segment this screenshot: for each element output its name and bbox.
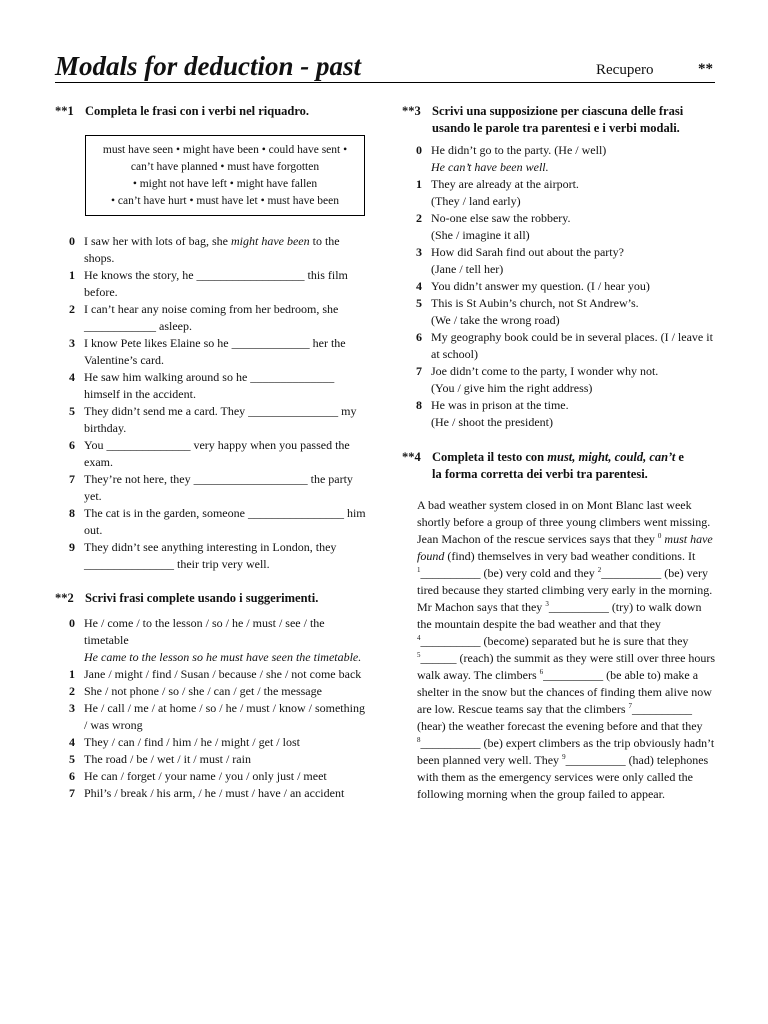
exercise-4-heading [402, 449, 718, 483]
word-box-line: must have seen • might have been • could have sent • [102, 144, 348, 156]
page-header [55, 50, 715, 83]
item-number: 1 [416, 177, 422, 191]
story-text: __________ (become) separated but he is sure that they [420, 634, 689, 648]
example-answer: He can’t have been well. [431, 160, 549, 174]
exercise-1-number: **1 [55, 104, 74, 118]
list-item [55, 539, 367, 573]
item-number: 1 [69, 667, 75, 681]
list-item [402, 329, 718, 363]
list-item [55, 505, 367, 539]
story-text: A bad weather system closed in on Mont Blanc last week shortly before a group of three young climbers went missing. Jean Machon of the rescue services says that they [417, 498, 711, 546]
gap-fill-text [402, 497, 718, 803]
list-item [55, 233, 367, 267]
item-text: He was in prison at the time. [431, 398, 569, 412]
list-item [55, 267, 367, 301]
list-item [55, 683, 367, 700]
story-text: __________ (had) telephones with them as the emergency services were only called the following morning when the group failed to appear. [417, 753, 709, 801]
item-number: 3 [69, 336, 75, 350]
list-item [55, 301, 367, 335]
exercise-3-instruction: Scrivi una supposizione per ciascuna delle frasi usando le parole tra parentesi e i verbi modali. [432, 104, 684, 135]
item-text: Joe didn’t come to the party, I wonder why not. [431, 364, 659, 378]
item-number: 8 [416, 398, 422, 412]
item-text: You ______________ very happy when you passed the exam. [84, 438, 350, 469]
story-text: Mr Machon says that they [417, 600, 546, 614]
gap-number: 0 [657, 532, 662, 540]
item-number: 2 [69, 302, 75, 316]
example-answer: He came to the lesson so he must have seen the timetable. [84, 650, 362, 664]
item-hint: (You / give him the right address) [431, 381, 593, 395]
difficulty-stars: ** [698, 61, 713, 77]
item-text: No-one else saw the robbery. [431, 211, 571, 225]
item-text: He can / forget / your name / you / only just / meet [84, 769, 327, 783]
exercise-1-instruction: Completa le frasi con i verbi nel riquadro. [85, 104, 310, 118]
list-item [55, 369, 367, 403]
exercise-1-list [55, 233, 367, 573]
item-text: The road / be / wet / it / must / rain [84, 752, 251, 766]
item-number: 6 [69, 769, 75, 783]
list-item [55, 615, 367, 666]
list-item [55, 471, 367, 505]
item-number: 2 [416, 211, 422, 225]
left-column [55, 103, 367, 802]
gap-number: 6 [539, 668, 544, 676]
item-number: 3 [416, 245, 422, 259]
item-text: How did Sarah find out about the party? [431, 245, 624, 259]
story-text: __________ (be) very tired because they started climbing very early in the morning. [417, 566, 713, 597]
list-item [402, 244, 718, 278]
item-text: They / can / find / him / he / might / get / lost [84, 735, 300, 749]
page-title: Modals for deduction - past [55, 51, 362, 81]
item-hint: (They / land early) [431, 194, 521, 208]
list-item [402, 278, 718, 295]
list-item [402, 397, 718, 431]
item-text: He saw him walking around so he ______________ himself in the accident. [84, 370, 335, 401]
word-box-line: can’t have planned • must have forgotten [130, 161, 320, 173]
word-box [85, 135, 365, 216]
item-text: I saw her with lots of bag, she [84, 234, 231, 248]
list-item [55, 768, 367, 785]
item-hint: (Jane / tell her) [431, 262, 504, 276]
exercise-2-heading [55, 590, 367, 607]
item-number: 4 [416, 279, 422, 293]
item-number: 4 [69, 735, 75, 749]
item-text: They’re not here, they ___________________ the party yet. [84, 472, 353, 503]
list-item [55, 403, 367, 437]
story-text: __________ (try) to walk down the mountain despite the bad weather and that they [417, 600, 702, 631]
level-label: Recupero [596, 62, 654, 78]
item-number: 6 [416, 330, 422, 344]
gap-number: 4 [417, 634, 421, 642]
story-text: (find) themselves in very bad weather conditions. It [444, 549, 696, 563]
item-text: He didn’t go to the party. (He / well) [431, 143, 607, 157]
exercise-3-number: **3 [402, 104, 421, 118]
item-hint: (She / imagine it all) [431, 228, 530, 242]
item-text: I can’t hear any noise coming from her bedroom, she ____________ asleep. [84, 302, 339, 333]
item-text: He / call / me / at home / so / he / must / know / something / was wrong [84, 701, 365, 732]
story-text: __________ (be) very cold and they [420, 566, 598, 580]
item-text: They didn’t send me a card. They _______________ my birthday. [84, 404, 357, 435]
gap-number: 1 [417, 566, 421, 574]
item-number: 4 [69, 370, 75, 384]
item-number: 8 [69, 506, 75, 520]
item-text: The cat is in the garden, someone ________________ him out. [84, 506, 366, 537]
list-item [55, 437, 367, 471]
item-text: He / come / to the lesson / so / he / must / see / the timetable [84, 616, 325, 647]
example-answer: must have found [417, 532, 713, 563]
list-item [55, 666, 367, 683]
item-number: 7 [69, 786, 75, 800]
list-item [55, 785, 367, 802]
item-number: 0 [69, 234, 75, 248]
exercise-4-instruction-mid: e [675, 450, 684, 464]
exercise-3-heading [402, 103, 718, 137]
item-text: He knows the story, he __________________ this film before. [84, 268, 348, 299]
exercise-4-number: **4 [402, 450, 421, 464]
exercise-4-instruction: Completa il testo con [432, 450, 548, 464]
item-number: 5 [69, 404, 75, 418]
item-number: 0 [69, 616, 75, 630]
item-text: I know Pete likes Elaine so he _____________ her the Valentine’s card. [84, 336, 346, 367]
item-text-end: to the shops. [84, 234, 340, 265]
item-text: They didn’t see anything interesting in London, they _______________ their trip very well. [84, 540, 337, 571]
item-number: 2 [69, 684, 75, 698]
exercise-2-instruction: Scrivi frasi complete usando i suggerimenti. [85, 591, 319, 605]
gap-number: 5 [417, 651, 421, 659]
story-text: ______ (reach) the summit as they were still over three hours walk away. The climbers [417, 651, 716, 682]
gap-number: 8 [417, 736, 421, 744]
list-item [55, 751, 367, 768]
gap-number: 3 [545, 600, 549, 608]
word-box-line: • might not have left • might have fallen [132, 178, 318, 190]
item-number: 5 [69, 752, 75, 766]
story-text: __________ (be able to) make a shelter in the snow but the chances of finding them alive now are low. Rescue teams say that the climbers [417, 668, 712, 716]
exercise-1-heading [55, 103, 367, 120]
item-text: She / not phone / so / she / can / get / the message [84, 684, 322, 698]
item-text: Jane / might / find / Susan / because / she / not come back [84, 667, 362, 681]
list-item [402, 176, 718, 210]
list-item [402, 363, 718, 397]
exercise-2-list [55, 615, 367, 802]
item-hint: (He / shoot the president) [431, 415, 553, 429]
list-item [402, 210, 718, 244]
exercise-4-modals: must, might, could, can’t [547, 450, 676, 464]
item-number: 0 [416, 143, 422, 157]
example-answer: might have been [230, 234, 310, 248]
item-number: 1 [69, 268, 75, 282]
gap-number: 9 [562, 753, 566, 761]
exercise-2-number: **2 [55, 591, 74, 605]
item-number: 3 [69, 701, 75, 715]
right-column [402, 103, 718, 803]
item-number: 7 [416, 364, 422, 378]
list-item [55, 700, 367, 734]
item-number: 9 [69, 540, 75, 554]
exercise-4-instruction-line2: la forma corretta dei verbi tra parentesi. [432, 467, 648, 481]
story-text: __________ (hear) the weather forecast the evening before and that they [417, 702, 703, 733]
story-text: __________ (be) expert climbers as the trip obviously hadn’t been planned very well. They [417, 736, 715, 767]
list-item [402, 142, 718, 176]
item-text: Phil’s / break / his arm, / he / must / have / an accident [84, 786, 345, 800]
word-box-line: • can’t have hurt • must have let • must have been [110, 195, 340, 207]
list-item [402, 295, 718, 329]
gap-number: 7 [628, 702, 632, 710]
list-item [55, 335, 367, 369]
item-hint: (We / take the wrong road) [431, 313, 560, 327]
item-text: This is St Aubin’s church, not St Andrew’s. [431, 296, 639, 310]
item-text: They are already at the airport. [431, 177, 579, 191]
exercise-3-list [402, 142, 718, 431]
item-text: My geography book could be in several places. (I / leave it at school) [431, 330, 713, 361]
item-number: 7 [69, 472, 75, 486]
item-number: 5 [416, 296, 422, 310]
item-number: 6 [69, 438, 75, 452]
gap-number: 2 [597, 566, 602, 574]
list-item [55, 734, 367, 751]
item-text: You didn’t answer my question. (I / hear you) [431, 279, 650, 293]
